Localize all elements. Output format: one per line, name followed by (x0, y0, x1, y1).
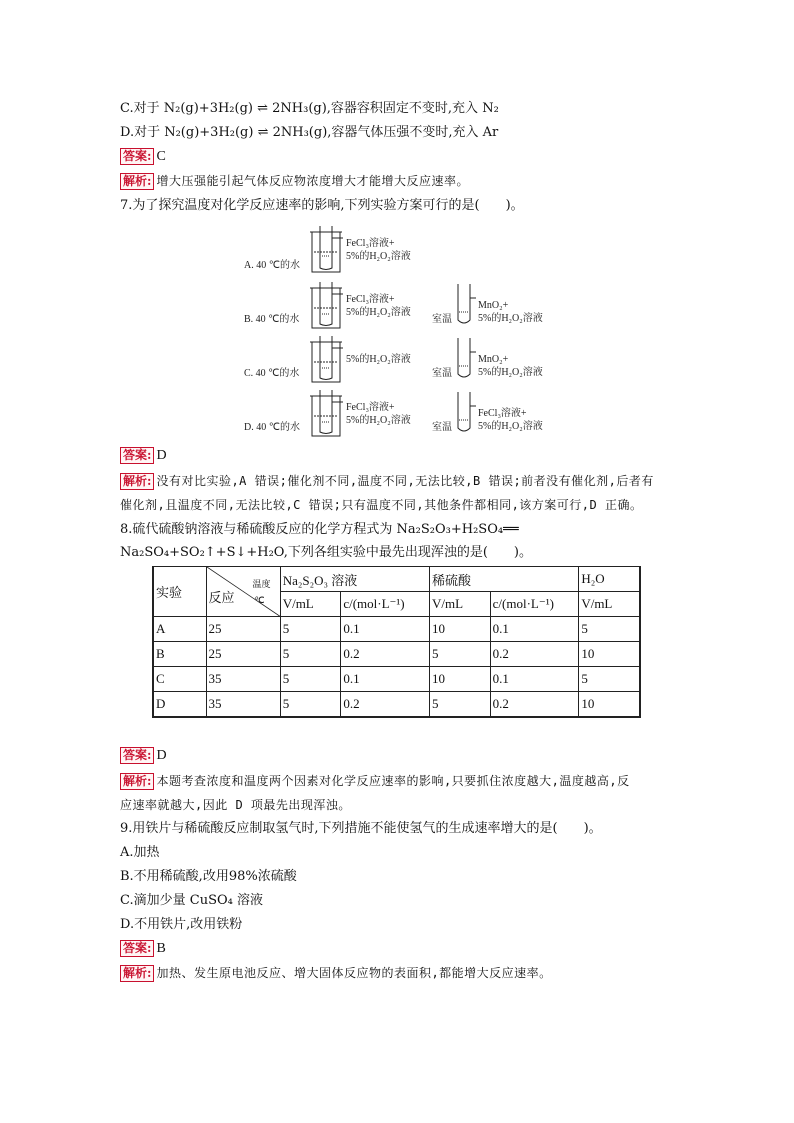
q7-experiment-figure (240, 224, 570, 438)
th-v: V/mL (430, 592, 491, 617)
cell: A (153, 617, 206, 642)
cell: B (153, 642, 206, 667)
q9-answer: B (156, 941, 166, 956)
q6-explain: 增大压强能引起气体反应物浓度增大才能增大反应速率。 (156, 174, 469, 188)
fig-a-left-2: 5%的H₂O₂溶液 (346, 251, 411, 262)
fig-label-b: B. 40 ℃的水 (244, 314, 300, 325)
fig-d-left-2: 5%的H₂O₂溶液 (346, 415, 411, 426)
table-row (153, 692, 640, 718)
beaker-d-icon (310, 390, 343, 436)
explain-label: 解析: (120, 965, 154, 982)
cell: 0.1 (341, 667, 430, 692)
q7-explain-line-1 (120, 471, 654, 492)
fig-b-right-1: MnO₂+ (478, 300, 509, 311)
fig-b-right-2: 5%的H₂O₂溶液 (478, 313, 543, 324)
q7-stem: 7.为了探究温度对化学反应速率的影响,下列实验方案可行的是( )。 (120, 198, 524, 213)
explain-label: 解析: (120, 473, 154, 490)
cell: 0.2 (341, 692, 430, 718)
table-row (153, 642, 640, 667)
fig-d-left-1: FeCl₃溶液+ (346, 402, 395, 413)
th-c: c/(mol·L⁻¹) (341, 592, 430, 617)
q9-explain: 加热、发生原电池反应、增大固体反应物的表面积,都能增大反应速率。 (156, 966, 552, 980)
q9-option-a: A.加热 (120, 845, 160, 860)
fig-d-right-1: FeCl₃溶液+ (478, 408, 527, 419)
fig-c-right-2: 5%的H₂O₂溶液 (478, 367, 543, 378)
fig-label-d: D. 40 ℃的水 (244, 422, 300, 433)
cell: 0.1 (341, 617, 430, 642)
th-v: V/mL (579, 592, 640, 617)
beaker-b-icon (310, 282, 343, 328)
th-v: V/mL (280, 592, 341, 617)
fig-label-c: C. 40 ℃的水 (244, 368, 300, 379)
explain-label: 解析: (120, 173, 154, 190)
fig-b-left-2: 5%的H₂O₂溶液 (346, 307, 411, 318)
th-c: c/(mol·L⁻¹) (490, 592, 579, 617)
q9-option-b: B.不用稀硫酸,改用98%浓硫酸 (120, 869, 297, 884)
fig-c-room: 室温 (432, 368, 452, 379)
q8-table (152, 566, 641, 718)
fig-c-right-1: MnO₂+ (478, 354, 509, 365)
q8-answer: D (156, 748, 167, 763)
cell: 10 (579, 642, 640, 667)
q8-stem-1: 8.硫代硫酸钠溶液与稀硫酸反应的化学方程式为 Na₂S₂O₃+H₂SO₄══ (120, 522, 519, 537)
th-react: 反应 (208, 590, 235, 605)
th-unit: ℃ (254, 595, 265, 605)
cell: 10 (579, 692, 640, 718)
q9-option-d: D.不用铁片,改用铁粉 (120, 917, 243, 932)
q6-answer-line (120, 147, 166, 167)
q6-explain-line (120, 171, 469, 192)
th-dilute-acid: 稀硫酸 (430, 567, 579, 592)
q7-explain-1: 没有对比实验,A 错误;催化剂不同,温度不同,无法比较,B 错误;前者没有催化剂,后者有 (156, 474, 654, 488)
cell: 35 (206, 692, 280, 718)
cell: 10 (430, 667, 491, 692)
cell: 5 (280, 692, 341, 718)
cell: 5 (280, 642, 341, 667)
cell: 5 (280, 667, 341, 692)
fig-b-room: 室温 (432, 314, 452, 325)
q7-answer: D (156, 448, 167, 463)
table-row (153, 667, 640, 692)
q8-explain-2: 应速率就越大,因此 D 项最先出现浑浊。 (120, 798, 351, 812)
fig-b-left-1: FeCl₃溶液+ (346, 294, 395, 305)
cell: D (153, 692, 206, 718)
cell: 5 (280, 617, 341, 642)
beaker-a-icon (310, 226, 343, 272)
tube-b-icon (458, 284, 476, 323)
fig-d-right-2: 5%的H₂O₂溶液 (478, 421, 543, 432)
cell: 25 (206, 642, 280, 667)
q8-explain-line-1 (120, 771, 630, 792)
th-water: H₂O (579, 567, 640, 592)
explain-label: 解析: (120, 773, 154, 790)
q7-answer-line (120, 446, 167, 466)
q7-explain-2: 催化剂,且温度不同,无法比较,C 错误;只有温度不同,其他条件都相同,该方案可行,D 正确。 (120, 498, 643, 512)
cell: 0.2 (490, 642, 579, 667)
th-reaction-temp (206, 567, 280, 617)
fig-a-left-1: FeCl₃溶液+ (346, 238, 395, 249)
cell: 5 (430, 692, 491, 718)
answer-label: 答案: (120, 148, 154, 165)
cell: 5 (579, 617, 640, 642)
cell: 5 (430, 642, 491, 667)
th-na2s2o3: Na₂S₂O₃ 溶液 (280, 567, 429, 592)
cell: 0.1 (490, 667, 579, 692)
q9-option-c: C.滴加少量 CuSO₄ 溶液 (120, 893, 263, 908)
q8-answer-line (120, 746, 167, 766)
cell: 0.1 (490, 617, 579, 642)
table-row (153, 617, 640, 642)
tube-d-icon (458, 392, 476, 431)
answer-label: 答案: (120, 747, 154, 764)
cell: 0.2 (341, 642, 430, 667)
fig-label-a: A. 40 ℃的水 (244, 260, 300, 271)
q9-answer-line (120, 939, 166, 959)
q8-stem-2: Na₂SO₄+SO₂↑+S↓+H₂O,下列各组实验中最先出现浑浊的是( )。 (120, 545, 532, 560)
beaker-c-icon (310, 336, 343, 382)
tube-c-icon (458, 338, 476, 377)
fig-d-room: 室温 (432, 422, 452, 433)
cell: 0.2 (490, 692, 579, 718)
cell: 10 (430, 617, 491, 642)
answer-label: 答案: (120, 447, 154, 464)
q9-explain-line (120, 963, 552, 984)
q9-stem: 9.用铁片与稀硫酸反应制取氢气时,下列措施不能使氢气的生成速率增大的是( )。 (120, 821, 602, 836)
fig-c-left-1: 5%的H₂O₂溶液 (346, 354, 411, 365)
cell: C (153, 667, 206, 692)
th-temp: 温度 (252, 579, 271, 589)
q6-option-d: D.对于 N₂(g)+3H₂(g) ⇌ 2NH₃(g),容器气体压强不变时,充入 Ar (120, 125, 499, 140)
th-experiment: 实验 (153, 567, 206, 617)
cell: 5 (579, 667, 640, 692)
cell: 25 (206, 617, 280, 642)
q8-explain-1: 本题考查浓度和温度两个因素对化学反应速率的影响,只要抓住浓度越大,温度越高,反 (156, 774, 630, 788)
answer-label: 答案: (120, 940, 154, 957)
q6-answer: C (156, 149, 166, 164)
cell: 35 (206, 667, 280, 692)
q6-option-c: C.对于 N₂(g)+3H₂(g) ⇌ 2NH₃(g),容器容积固定不变时,充入 N₂ (120, 101, 499, 116)
